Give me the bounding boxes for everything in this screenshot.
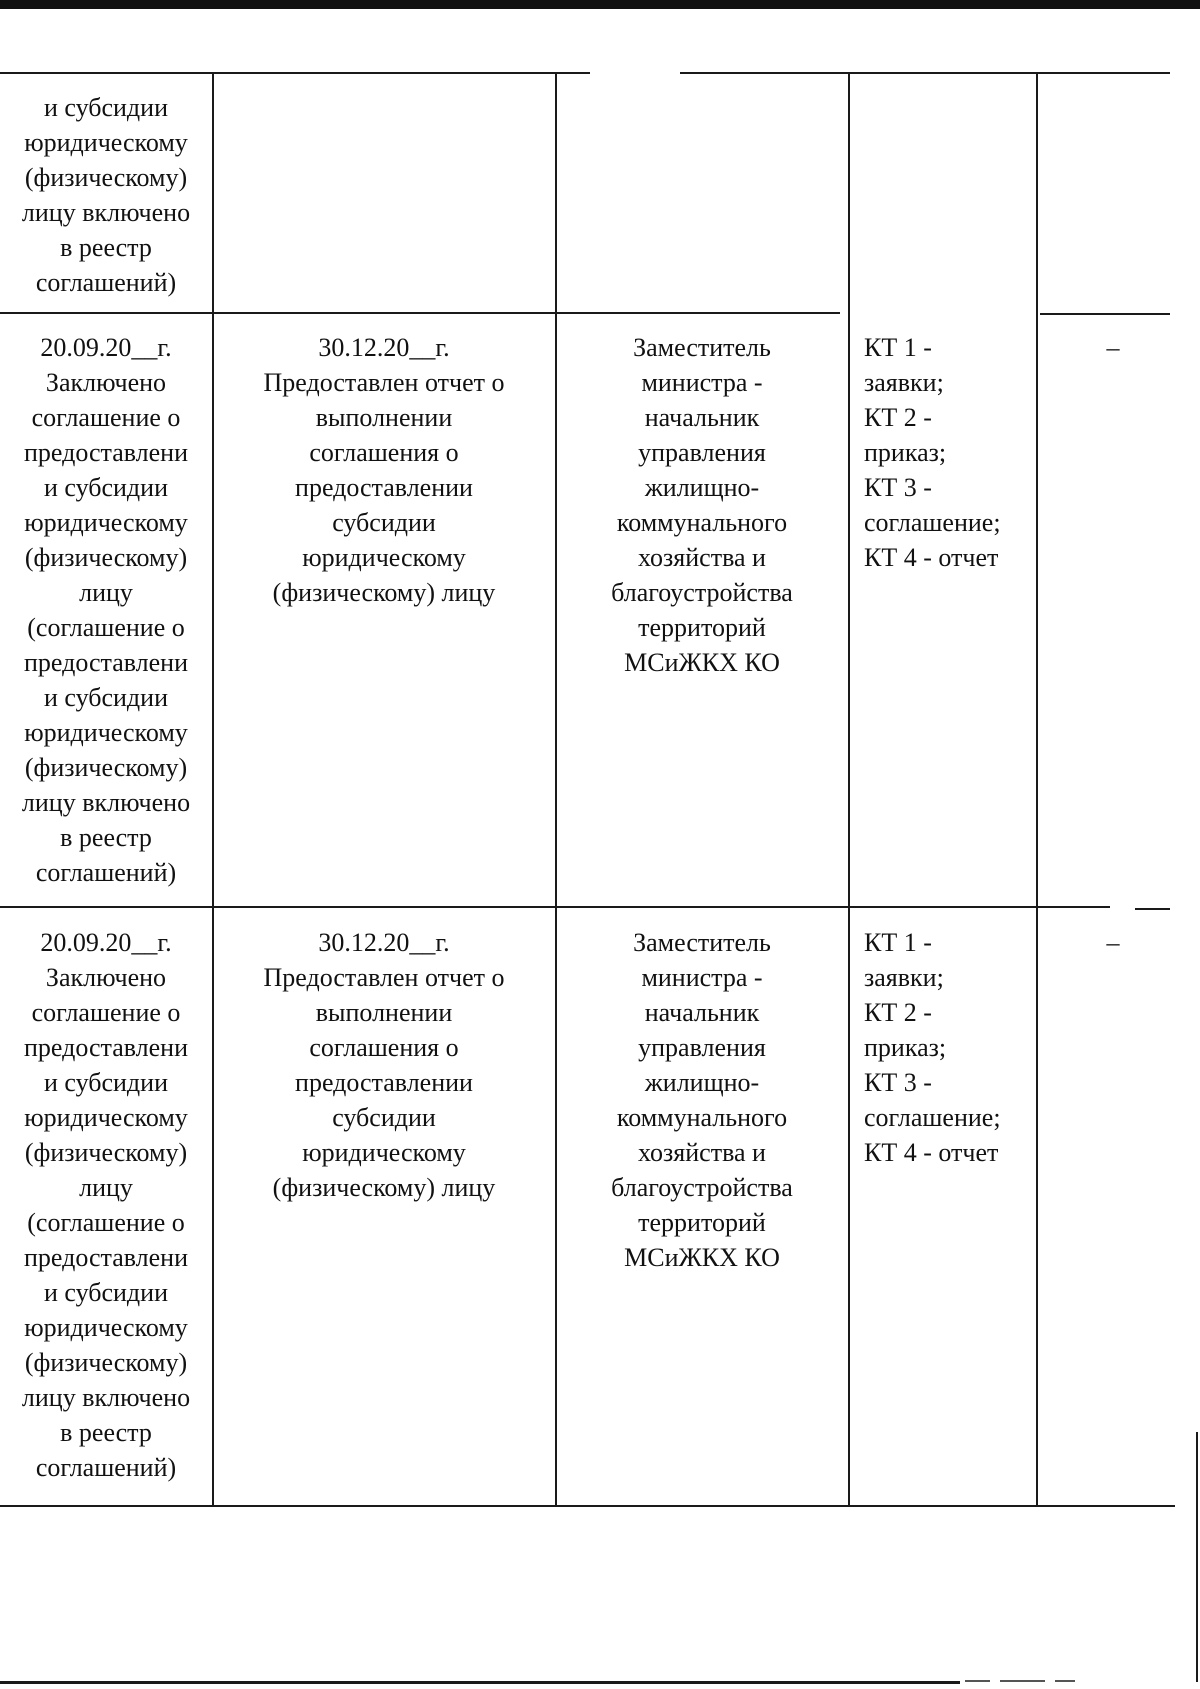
table-rule-bottom [0,1505,1175,1507]
page-right-border [1196,1432,1198,1682]
table-cell-row1-result: 30.12.20__г. Предоставлен отчет о выполнении соглашения о предоставлении субсидии юридическому (физическому) лицу [263,333,505,607]
table-cell-row2-event: 20.09.20__г. Заключено соглашение о предоставлени и субсидии юридическому (физическому) лицу (соглашение о предоставлени и субсидии юридическому (физическому) лицу включено в реестр соглашений) [21,928,191,1482]
table-cell-row2-responsible: Заместитель министра - начальник управления жилищно- коммунального хозяйства и благоустройства территорий МСиЖКХ КО [611,928,793,1272]
table-cell-row1-note: – [1106,333,1120,362]
table-cell-row2-result: 30.12.20__г. Предоставлен отчет о выполнении соглашения о предоставлении субсидии юридическому (физическому) лицу [263,928,505,1202]
table-col-rule-1 [212,72,214,1505]
table-col-rule-2 [555,72,557,1505]
table-col-rule-3 [848,72,850,1505]
table-cell-row0-event: и субсидии юридическому (физическому) лицу включено в реестр соглашений) [21,93,191,297]
table-cell-row2-checkpoints: КТ 1 - заявки; КТ 2 - приказ; КТ 3 - соглашение; КТ 4 - отчет [864,928,1001,1167]
table-rule-top [0,72,590,74]
page-bottom-dash [965,1680,990,1682]
table-cell-row1-responsible: Заместитель министра - начальник управления жилищно- коммунального хозяйства и благоустройства территорий МСиЖКХ КО [611,333,793,677]
table-rule-row1 [0,312,840,314]
table-cell-row1-event: 20.09.20__г. Заключено соглашение о предоставлени и субсидии юридическому (физическому) лицу (соглашение о предоставлени и субсидии юридическому (физическому) лицу включено в реестр соглашений) [21,333,191,887]
table-cell-row1-checkpoints: КТ 1 - заявки; КТ 2 - приказ; КТ 3 - соглашение; КТ 4 - отчет [864,333,1001,572]
table-col-rule-4 [1036,72,1038,1505]
page-top-border [0,0,1200,9]
page-bottom-dash [1000,1680,1045,1682]
table-rule-row2-right [1135,908,1170,910]
page-bottom-dash [1055,1680,1075,1682]
table-cell-row2-note: – [1106,928,1120,957]
table-rule-top-right [680,72,1170,74]
page-bottom-border [0,1681,960,1684]
table-rule-row1-right [1040,313,1170,315]
